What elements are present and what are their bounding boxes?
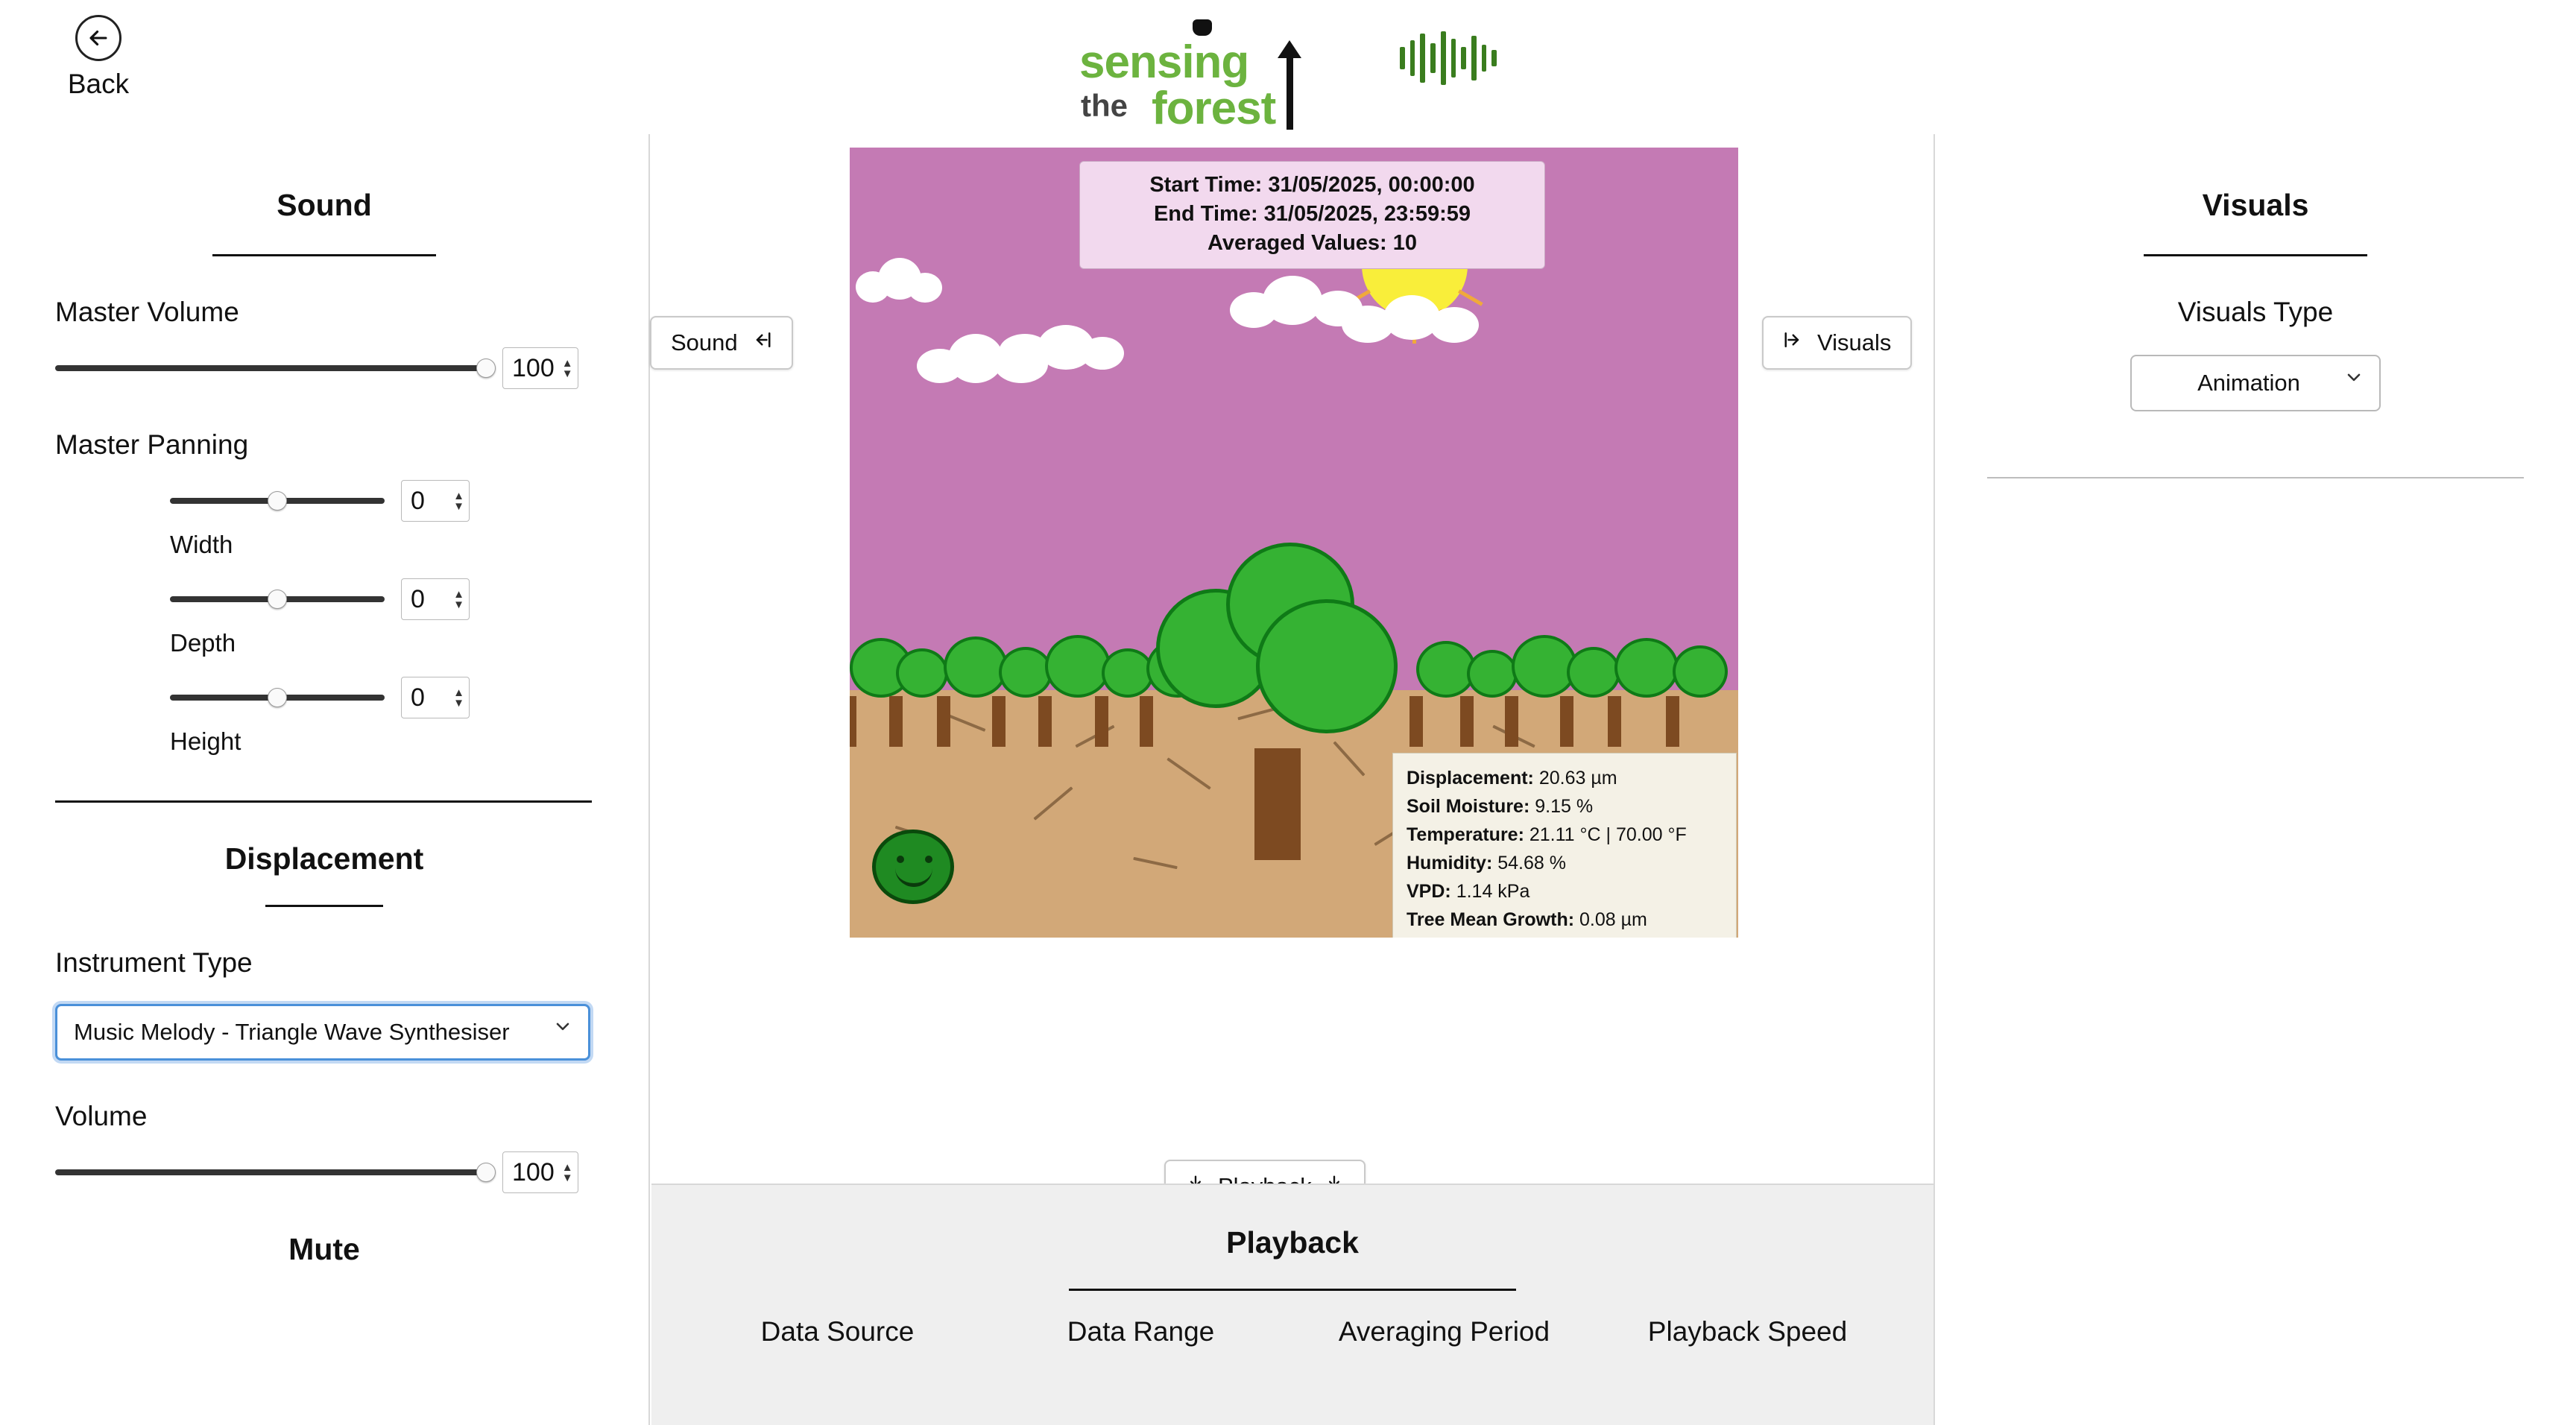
master-volume-value: 100 [512, 353, 555, 382]
tab-visuals[interactable] [1762, 316, 1912, 370]
panning-depth-label: Depth [170, 629, 236, 657]
instrument-type-select[interactable] [55, 1004, 590, 1061]
reading-value: 21.11 °C | 70.00 °F [1529, 824, 1687, 845]
collapse-left-icon [750, 329, 772, 357]
cloud-icon [999, 323, 1126, 370]
reading-label: Humidity: [1407, 853, 1493, 873]
playback-panel [651, 1184, 1933, 1425]
sensor-readings-box [1392, 753, 1737, 938]
reading-row [1407, 821, 1723, 849]
panning-width-row [170, 480, 648, 522]
playback-title: Playback [1226, 1225, 1359, 1260]
panning-depth-slider[interactable] [170, 596, 385, 602]
audio-waveform-icon [1400, 30, 1497, 86]
reading-label: VPD: [1407, 881, 1451, 902]
end-time: End Time: 31/05/2025, 23:59:59 [1153, 202, 1471, 227]
reading-label: Soil Moisture: [1407, 796, 1530, 817]
reading-value: 0.08 µm [1579, 909, 1647, 930]
panning-width-stepper[interactable] [401, 480, 470, 522]
visuals-panel-title: Visuals [2202, 188, 2309, 222]
mute-label[interactable]: Mute [288, 1232, 360, 1266]
panning-depth-value: 0 [411, 584, 425, 613]
visuals-type-value: Animation [2197, 370, 2300, 396]
brand-logo [1073, 13, 1327, 134]
bush-character [872, 830, 954, 904]
divider [265, 905, 383, 907]
displacement-volume-row [55, 1151, 648, 1193]
stepper-arrows-icon[interactable]: ▲ ▼ [453, 489, 464, 513]
master-volume-label: Master Volume [55, 297, 239, 327]
panning-depth-row [170, 578, 648, 620]
start-time: Start Time: 31/05/2025, 00:00:00 [1149, 173, 1475, 197]
reading-value: 9.15 % [1535, 796, 1594, 817]
panning-height-stepper[interactable] [401, 677, 470, 718]
tab-sound-label: Sound [671, 329, 738, 356]
chevron-down-icon [2343, 367, 2364, 394]
averaged-values: Averaged Values: 10 [1207, 231, 1418, 256]
back-button[interactable] [39, 15, 158, 100]
stepper-arrows-icon[interactable]: ▲ ▼ [453, 686, 464, 710]
displacement-volume-slider[interactable] [55, 1169, 486, 1175]
playback-column-averaging-period: Averaging Period [1338, 1316, 1550, 1347]
panning-depth-stepper[interactable] [401, 578, 470, 620]
brand-line3: forest [1152, 83, 1276, 134]
master-volume-stepper[interactable] [502, 347, 578, 389]
visuals-type-select[interactable] [2130, 355, 2381, 411]
divider [212, 254, 436, 256]
reading-label: Displacement: [1407, 768, 1534, 789]
chevron-down-icon [552, 1016, 573, 1043]
displacement-volume-value: 100 [512, 1157, 555, 1187]
reading-label: Temperature: [1407, 824, 1524, 845]
panning-width-value: 0 [411, 486, 425, 515]
brand-line2: the [1081, 88, 1128, 123]
visuals-panel [1933, 134, 2576, 1425]
sound-panel-title: Sound [277, 188, 372, 222]
playback-column-data-source: Data Source [760, 1316, 915, 1347]
forest-animation [850, 148, 1738, 938]
displacement-volume-label: Volume [55, 1101, 148, 1131]
playback-column-data-range: Data Range [1067, 1316, 1215, 1347]
visualisation-stage [651, 134, 1933, 1169]
reading-row [1407, 849, 1723, 877]
reading-row [1407, 906, 1723, 934]
reading-value: 20.63 µm [1538, 768, 1617, 789]
reading-row [1407, 877, 1723, 906]
panning-height-slider[interactable] [170, 695, 385, 701]
stepper-arrows-icon[interactable]: ▲ ▼ [561, 356, 573, 380]
panning-height-row [170, 677, 648, 718]
displacement-volume-stepper[interactable] [502, 1151, 578, 1193]
reading-value: 54.68 % [1497, 853, 1566, 873]
time-range-box [1079, 161, 1545, 269]
divider [55, 800, 592, 803]
visuals-type-label: Visuals Type [2177, 297, 2334, 327]
reading-value: 1.14 kPa [1456, 881, 1530, 902]
master-volume-slider[interactable] [55, 365, 486, 371]
sound-panel [0, 134, 650, 1425]
panning-height-label: Height [170, 727, 242, 755]
stepper-arrows-icon[interactable]: ▲ ▼ [453, 587, 464, 611]
cloud-icon [856, 258, 945, 303]
panning-width-slider[interactable] [170, 498, 385, 504]
tab-visuals-label: Visuals [1817, 329, 1892, 356]
expand-right-icon [1783, 329, 1805, 357]
tab-sound[interactable] [650, 316, 793, 370]
tree-arrow-icon [1273, 40, 1306, 130]
reading-row [1407, 764, 1723, 792]
master-panning-label: Master Panning [55, 429, 249, 460]
instrument-type-label: Instrument Type [55, 947, 253, 978]
arrow-left-circle-icon [75, 15, 121, 61]
displacement-title: Displacement [224, 841, 424, 876]
main-tree [1144, 543, 1412, 789]
panning-height-value: 0 [411, 683, 425, 712]
brand-line1: sensing [1079, 37, 1249, 88]
reading-label: Tree Mean Growth: [1407, 909, 1575, 930]
instrument-type-value: Music Melody - Triangle Wave Synthesiser [74, 1019, 510, 1045]
master-volume-row [55, 347, 648, 389]
playback-column-playback-speed: Playback Speed [1647, 1316, 1848, 1347]
logo-dot-icon [1193, 19, 1212, 36]
back-label: Back [67, 69, 130, 99]
playback-columns [651, 1291, 1933, 1347]
stepper-arrows-icon[interactable]: ▲ ▼ [561, 1160, 573, 1184]
cloud-icon [1342, 295, 1483, 343]
divider [1987, 477, 2524, 478]
panning-width-label: Width [170, 531, 233, 558]
divider [2144, 254, 2367, 256]
reading-row [1407, 792, 1723, 821]
